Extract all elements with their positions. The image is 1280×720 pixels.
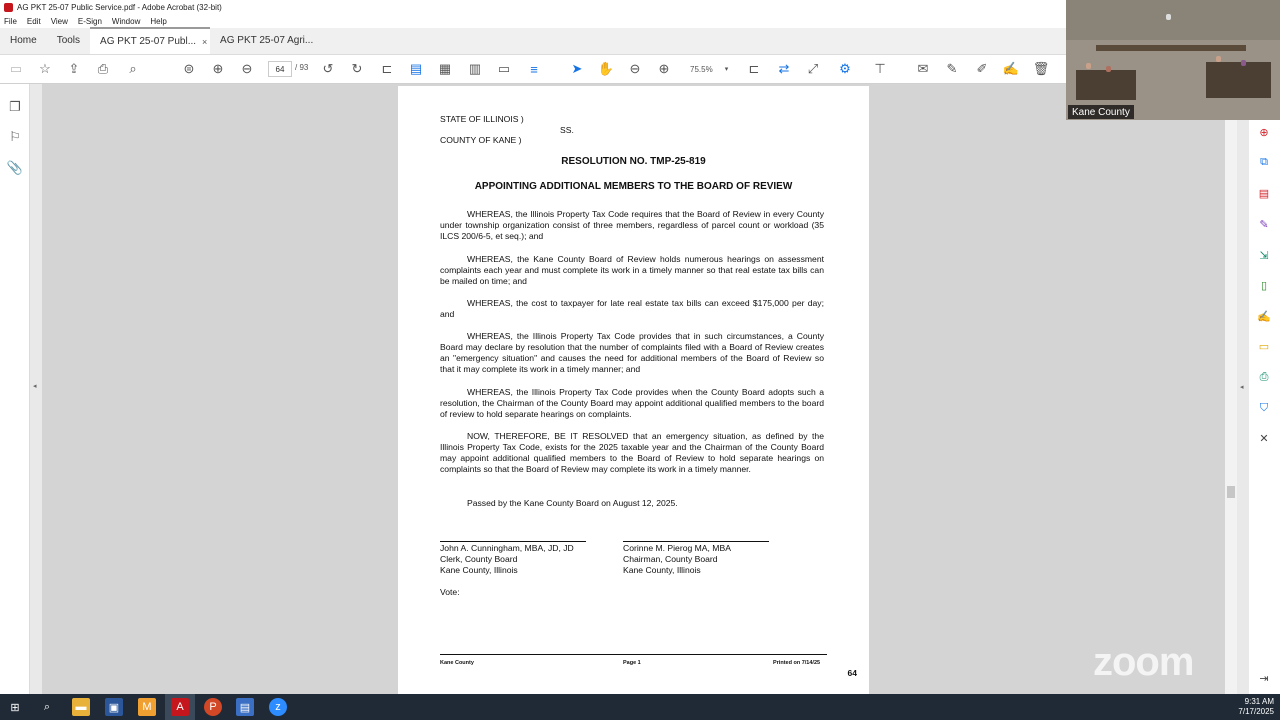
video-person bbox=[1241, 60, 1246, 66]
footer-left: Kane County bbox=[440, 660, 474, 666]
presentation-icon[interactable]: ▭ bbox=[497, 61, 511, 76]
signatory-location: Kane County, Illinois bbox=[623, 565, 701, 575]
zoom-out-icon[interactable]: ⊖ bbox=[629, 61, 641, 76]
menu-view[interactable]: View bbox=[50, 17, 68, 26]
signature-line-left bbox=[440, 541, 586, 542]
collapse-pane-icon[interactable]: ⇥ bbox=[1259, 672, 1269, 685]
signatory-location: Kane County, Illinois bbox=[440, 565, 518, 575]
mail-app-icon[interactable]: M bbox=[138, 698, 156, 716]
close-icon[interactable]: × bbox=[202, 36, 208, 47]
trash-icon[interactable]: 🗑 bbox=[1032, 61, 1050, 76]
select-cursor-icon[interactable]: ➤ bbox=[571, 61, 583, 76]
organize-pages-tool-icon[interactable]: ▤ bbox=[1258, 187, 1270, 200]
comment-icon[interactable]: ✉ bbox=[917, 61, 929, 76]
clock-date: 7/17/2025 bbox=[1238, 707, 1274, 716]
paragraph: NOW, THEREFORE, BE IT RESOLVED that an emergency situation, as defined by the Illinois Property Tax Code, exists for the 2025 taxable year and the Chairman of the County Board may appoint additional qualified members to the Board of Review to hold separate hearings on complaints so that the Board of Review may complete its work in a timely manner. bbox=[440, 431, 824, 474]
scroll-icon[interactable]: ⊜ bbox=[183, 61, 195, 76]
combine-files-icon[interactable]: ⧉ bbox=[1260, 155, 1268, 168]
tab-document-agri[interactable] bbox=[210, 27, 330, 54]
paragraph: WHEREAS, the Illinois Property Tax Code requires that the Board of Review in every County under township organization consist of three members, regardless of parcel count or workload (35 ILCS 200/6-5, et seq.); and bbox=[440, 209, 824, 241]
previous-page-icon[interactable]: ⊕ bbox=[212, 61, 224, 76]
menu-window[interactable]: Window bbox=[111, 17, 141, 26]
video-person bbox=[1216, 56, 1221, 62]
rotate-counterclockwise-icon[interactable]: ↺ bbox=[322, 61, 334, 76]
fit-page-icon[interactable]: ⊏ bbox=[381, 61, 393, 76]
upload-cloud-icon[interactable]: ⇪ bbox=[68, 61, 80, 76]
video-person bbox=[1166, 14, 1171, 20]
edit-pdf-icon[interactable]: ⚙ bbox=[839, 61, 851, 76]
signature-block-right bbox=[623, 543, 731, 576]
search-icon[interactable]: ⌕ bbox=[129, 61, 137, 76]
paragraph: Passed by the Kane County Board on August 12, 2025. bbox=[467, 498, 678, 508]
left-pane-collapse-handle[interactable] bbox=[30, 84, 42, 694]
video-person bbox=[1106, 66, 1111, 72]
page-thumbnails-icon[interactable]: ❐ bbox=[9, 99, 21, 114]
signatory-name: John A. Cunningham, MBA, JD, JD bbox=[440, 543, 574, 553]
signature-line-right bbox=[623, 541, 769, 542]
footer-right: Printed on 7/14/25 bbox=[773, 660, 821, 666]
page-number-stamp: 64 bbox=[847, 668, 857, 678]
video-table bbox=[1076, 70, 1136, 100]
request-signature-icon[interactable]: ✍ bbox=[1257, 310, 1271, 323]
video-person bbox=[1086, 63, 1091, 69]
window-title: AG PKT 25-07 Public Service.pdf - Adobe Acrobat (32-bit) bbox=[17, 3, 222, 12]
print-icon[interactable]: ⎙ bbox=[97, 61, 109, 76]
footer-center: Page 1 bbox=[623, 660, 641, 666]
vote-label: Vote: bbox=[440, 587, 460, 597]
paragraph: WHEREAS, the cost to taxpayer for late real estate tax bills can exceed $175,000 per day; and bbox=[440, 298, 824, 319]
fit-width-icon[interactable]: ⊏ bbox=[748, 61, 760, 76]
video-background-wall bbox=[1066, 0, 1280, 40]
system-clock[interactable] bbox=[1238, 697, 1274, 717]
create-pdf-icon[interactable]: ▤ bbox=[409, 61, 423, 76]
acrobat-taskbar-icon[interactable]: A bbox=[171, 698, 189, 716]
windows-start-icon[interactable]: ⊞ bbox=[10, 701, 20, 714]
zoom-level-value: 75.5% bbox=[690, 64, 713, 74]
paragraph: WHEREAS, the Illinois Property Tax Code provides that in such circumstances, a County Board may declare by resolution that the number of complaints filed with a Board of Review creates an "emergency situation" and causes the need for additional members of the Board of Review so that it may complete its work in a timely manner; and bbox=[440, 331, 824, 374]
video-feed[interactable] bbox=[1066, 0, 1280, 120]
stamp-icon[interactable]: ⊤ bbox=[874, 61, 886, 76]
save-icon[interactable]: ▭ bbox=[9, 61, 23, 76]
signatory-title: Clerk, County Board bbox=[440, 554, 518, 564]
app-icon[interactable]: ▤ bbox=[236, 698, 254, 716]
video-participant-label: Kane County bbox=[1068, 105, 1134, 119]
app-icon[interactable]: ▣ bbox=[105, 698, 123, 716]
rotate-clockwise-icon[interactable]: ↻ bbox=[351, 61, 363, 76]
pen-icon[interactable]: ✎ bbox=[946, 61, 958, 76]
two-page-view-icon[interactable]: ▥ bbox=[468, 61, 482, 76]
attachments-icon[interactable]: 📎 bbox=[6, 160, 24, 175]
scrollbar-thumb[interactable] bbox=[1227, 486, 1235, 498]
export-pdf-icon[interactable]: ⇄ bbox=[778, 61, 790, 76]
signature-block-left bbox=[440, 543, 574, 576]
full-screen-icon[interactable]: ⤢ bbox=[807, 61, 819, 76]
county-line: COUNTY OF KANE ) bbox=[440, 135, 522, 145]
page-total: / 93 bbox=[295, 63, 309, 72]
page-number-input[interactable]: 64 bbox=[268, 61, 292, 77]
left-navigation-pane bbox=[0, 84, 30, 694]
footer-rule bbox=[440, 654, 827, 655]
state-line: STATE OF ILLINOIS ) bbox=[440, 114, 524, 124]
tab-home[interactable]: Home bbox=[10, 35, 37, 46]
menu-file[interactable]: File bbox=[4, 17, 17, 26]
ss-mark: SS. bbox=[560, 125, 574, 135]
chevron-left-icon: ◂ bbox=[33, 383, 37, 390]
video-table bbox=[1206, 62, 1271, 98]
file-explorer-icon[interactable]: ▬ bbox=[72, 698, 90, 716]
tab-document-public-service[interactable] bbox=[90, 27, 210, 54]
edit-pdf-tool-icon[interactable]: ▯ bbox=[1260, 279, 1268, 292]
chevron-down-icon: ▾ bbox=[724, 66, 729, 73]
resolution-title: APPOINTING ADDITIONAL MEMBERS TO THE BOARD OF REVIEW bbox=[474, 181, 793, 192]
export-pdf-tool-icon[interactable]: ⇲ bbox=[1259, 249, 1269, 262]
highlight-icon[interactable]: ✐ bbox=[976, 61, 988, 76]
right-tools-pane bbox=[1249, 120, 1280, 694]
zoom-level-select[interactable] bbox=[686, 61, 734, 77]
resolution-number: RESOLUTION NO. TMP-25-819 bbox=[561, 156, 706, 167]
vertical-scrollbar[interactable] bbox=[1225, 120, 1237, 694]
create-pdf-tool-icon[interactable]: ⊕ bbox=[1259, 126, 1269, 139]
video-table bbox=[1096, 45, 1246, 51]
sign-icon[interactable]: ✍ bbox=[1002, 61, 1020, 76]
tab-tools[interactable]: Tools bbox=[56, 35, 81, 46]
hand-tool-icon[interactable]: ✋ bbox=[597, 61, 615, 76]
fill-sign-icon[interactable]: ✎ bbox=[1259, 218, 1269, 231]
chevron-left-icon: ◂ bbox=[1240, 384, 1244, 391]
windows-taskbar bbox=[0, 694, 1280, 720]
zoom-app-icon[interactable]: z bbox=[269, 698, 287, 716]
right-pane-collapse-handle[interactable] bbox=[1237, 120, 1249, 694]
organize-pages-icon[interactable]: ▦ bbox=[438, 61, 452, 76]
pdf-page bbox=[398, 86, 869, 694]
more-tools-icon[interactable]: ✕ bbox=[1259, 432, 1269, 445]
acrobat-app-icon bbox=[4, 3, 13, 12]
protect-shield-icon[interactable]: ⛉ bbox=[1259, 401, 1269, 414]
powerpoint-icon[interactable]: P bbox=[204, 698, 222, 716]
menu-esign[interactable]: E-Sign bbox=[77, 17, 102, 26]
signatory-title: Chairman, County Board bbox=[623, 554, 718, 564]
paragraph: WHEREAS, the Kane County Board of Review holds numerous hearings on assessment complaints each year and must complete its work in a timely manner so that real estate tax bills can be mailed on time; and bbox=[440, 254, 824, 286]
tab-document-label: AG PKT 25-07 Publ... bbox=[100, 36, 197, 47]
comment-tool-icon[interactable]: ▭ bbox=[1258, 340, 1270, 353]
zoom-in-icon[interactable]: ⊕ bbox=[658, 61, 670, 76]
signatory-name: Corinne M. Pierog MA, MBA bbox=[623, 543, 731, 553]
menu-edit[interactable]: Edit bbox=[26, 17, 41, 26]
clock-time: 9:31 AM bbox=[1244, 697, 1274, 706]
bookmarks-icon[interactable]: ⚐ bbox=[9, 129, 21, 144]
tab-document-label: AG PKT 25-07 Agri... bbox=[220, 35, 314, 46]
search-icon[interactable]: ⌕ bbox=[43, 700, 51, 713]
menu-help[interactable]: Help bbox=[150, 17, 167, 26]
bookmark-star-icon[interactable]: ☆ bbox=[39, 61, 51, 76]
next-page-icon[interactable]: ⊖ bbox=[241, 61, 253, 76]
scan-ocr-icon[interactable]: ⎙ bbox=[1259, 370, 1269, 383]
paragraph: WHEREAS, the Illinois Property Tax Code provides when the County Board adopts such a resolution, the Chairman of the County Board may appoint additional qualified members to the board of review to hold separate hearings on complaints. bbox=[440, 387, 824, 419]
zoom-watermark: zoom bbox=[1093, 640, 1194, 684]
scrolling-mode-icon[interactable]: ≡ bbox=[530, 61, 538, 77]
